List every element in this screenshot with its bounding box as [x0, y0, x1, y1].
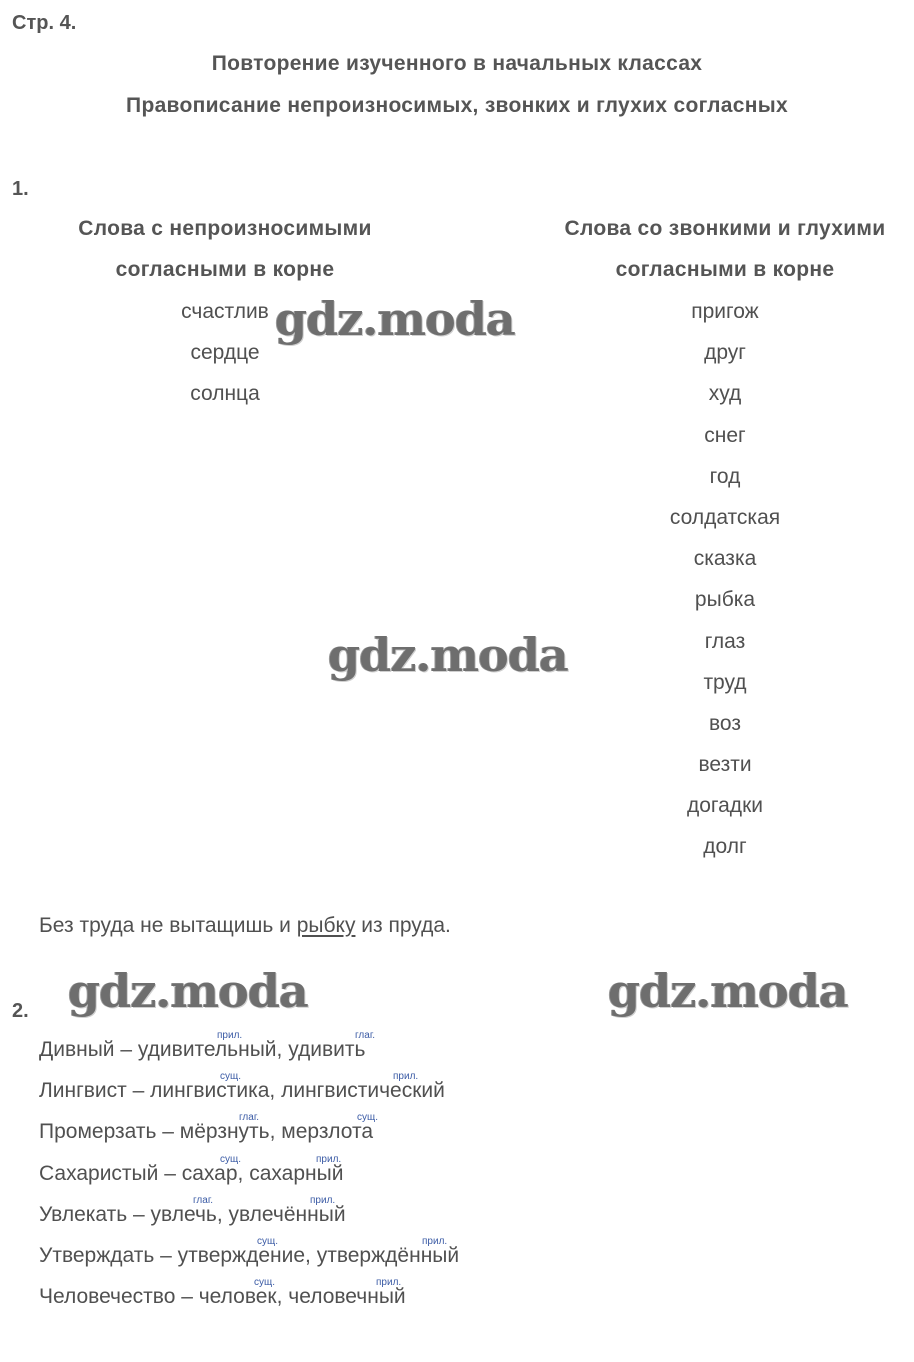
right-column-heading [530, 208, 914, 290]
right-word-list [625, 291, 825, 868]
list-item: снег [704, 423, 746, 447]
word-family-text: Утверждать – утверждение, утверждённый [39, 1243, 460, 1267]
part-of-speech-mark: сущ. [220, 1153, 242, 1165]
list-item: солнца [190, 382, 260, 406]
left-column-heading [0, 208, 450, 290]
right-heading-line-1: Слова со звонкими и глухими [564, 217, 886, 240]
proverb-underlined-word: рыбку [296, 914, 356, 937]
left-heading-line-2: согласными в корне [115, 258, 335, 281]
list-item: везти [698, 753, 752, 777]
part-of-speech-mark: сущ. [254, 1277, 276, 1289]
list-item: счастлив [181, 300, 269, 323]
word-family-text: Дивный – удивительный, удивить [39, 1038, 366, 1061]
watermark: gdz.moda [328, 628, 568, 682]
word-family-text: Человечество – человек, человечный [39, 1285, 406, 1309]
word-family-text: Увлекать – увлечь, увлечённый [39, 1202, 346, 1226]
part-of-speech-mark: прил. [393, 1071, 419, 1083]
word-family-text: Лингвист – лингвистика, лингвистический [39, 1079, 445, 1103]
part-of-speech-mark: прил. [310, 1194, 336, 1206]
list-item: догадки [687, 794, 763, 818]
page-label: Стр. 4. [12, 12, 77, 34]
part-of-speech-mark: сущ. [220, 1071, 242, 1083]
watermark: gdz.moda [68, 964, 308, 1018]
list-item: пригож [691, 300, 759, 323]
list-item: друг [704, 341, 746, 365]
part-of-speech-mark: сущ. [257, 1235, 279, 1247]
part-of-speech-mark: сущ. [357, 1112, 379, 1124]
list-item: сказка [693, 547, 757, 571]
list-item: воз [709, 711, 741, 735]
list-item: рыбка [694, 588, 756, 612]
exercise-1-number: 1. [12, 178, 29, 200]
left-heading-line-1: Слова с непроизносимыми [78, 217, 372, 240]
proverb-start: Без труда не вытащишь и [39, 914, 297, 937]
part-of-speech-mark: глаг. [193, 1194, 214, 1206]
exercise-2-number: 2. [12, 1000, 29, 1022]
word-family-text: Сахаристый – сахар, сахарный [39, 1161, 344, 1185]
list-item: солдатская [669, 505, 781, 529]
part-of-speech-mark: прил. [217, 1030, 243, 1041]
list-item: год [709, 464, 741, 488]
proverb-end: из пруда. [355, 914, 451, 937]
part-of-speech-mark: прил. [422, 1235, 448, 1247]
list-item: долг [703, 835, 747, 859]
part-of-speech-mark: прил. [376, 1277, 402, 1289]
part-of-speech-mark: глаг. [239, 1112, 260, 1124]
right-heading-line-2: согласными в корне [615, 258, 835, 281]
list-item: худ [708, 382, 742, 406]
part-of-speech-mark: прил. [316, 1153, 342, 1165]
list-item: глаз [704, 629, 746, 653]
part-of-speech-mark: глаг. [355, 1030, 376, 1041]
list-item: труд [703, 670, 747, 694]
proverb [39, 914, 451, 938]
watermark: gdz.moda [275, 292, 515, 346]
word-family-text: Промерзать – мёрзнуть, мерзлота [39, 1120, 374, 1144]
watermark: gdz.moda [608, 964, 848, 1018]
page-subtitle: Правописание непроизносимых, звонких и глухих согласных [126, 94, 788, 117]
list-item: сердце [190, 341, 260, 365]
page-title: Повторение изученного в начальных классах [211, 52, 703, 75]
